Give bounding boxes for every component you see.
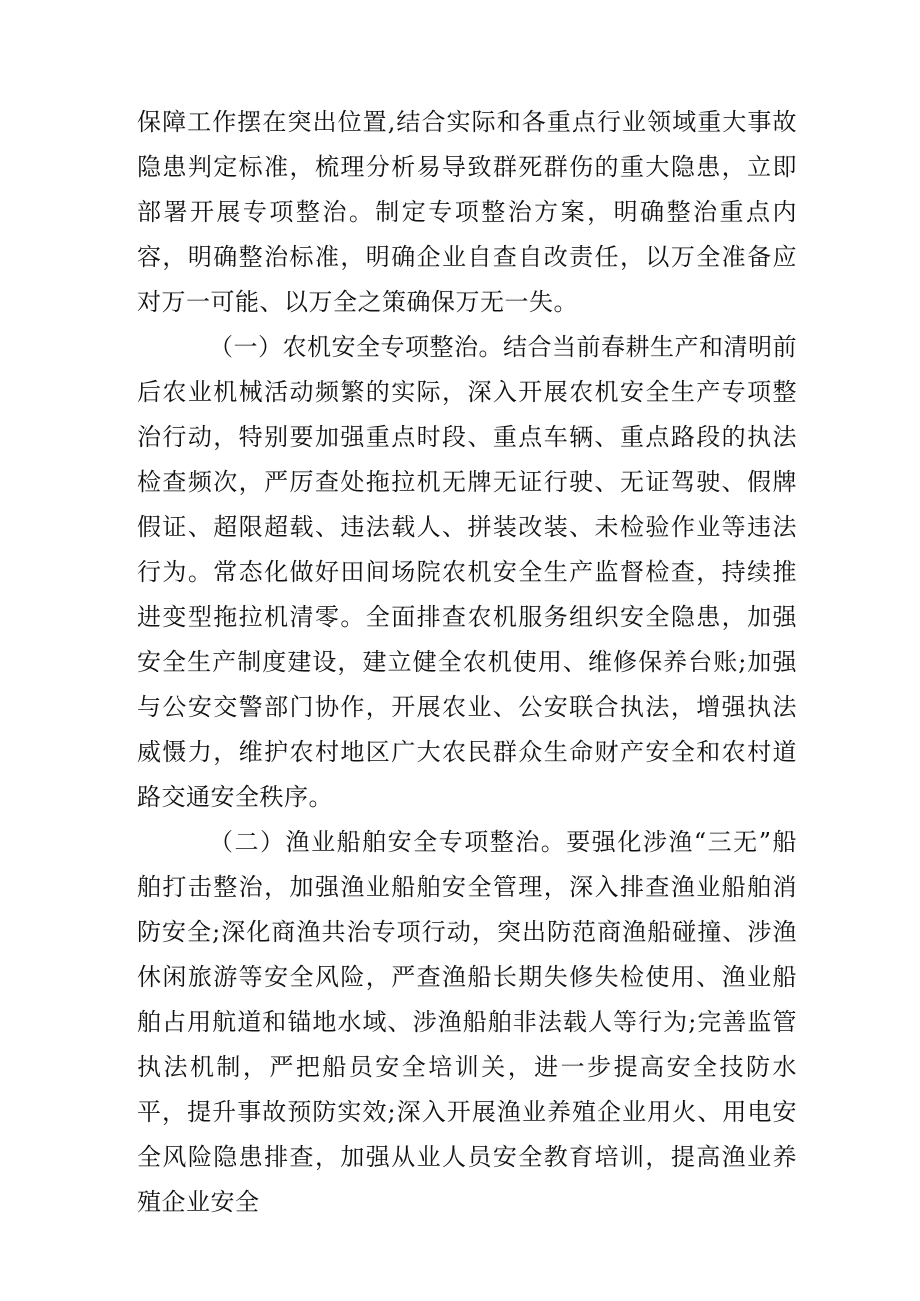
paragraph-fishing-vessel-safety: （二）渔业船舶安全专项整治。要强化涉渔“三无”船舶打击整治，加强渔业船舶安全管理，深入排查渔业船舶消防安全;深化商渔共治专项行动，突出防范商渔船碰撞、涉渔休闲旅游等安全风险，严查渔船长期失修失检使用、渔业船舶占用航道和锚地水域、涉渔船舶非法载人等行为;完善监管执法机制，严把船员安全培训关，进一步提高安全技防水平，提升事故预防实效;深入开展渔业养殖企业用火、用电安全风险隐患排查，加强从业人员安全教育培训，提高渔业养殖企业安全 [137,828,797,1216]
paragraph-intro-continuation: 保障工作摆在突出位置,结合实际和各重点行业领域重大事故隐患判定标准，梳理分析易导致群死群伤的重大隐患，立即部署开展专项整治。制定专项整治方案，明确整治重点内容，明确整治标准，明确企业自查自改责任，以万全准备应对万一可能、以万全之策确保万无一失。 [137,108,797,316]
paragraph-farm-machinery-safety: （一）农机安全专项整治。结合当前春耕生产和清明前后农业机械活动频繁的实际，深入开展农机安全生产专项整治行动，特别要加强重点时段、重点车辆、重点路段的执法检查频次，严厉查处拖拉机无牌无证行驶、无证驾驶、假牌假证、超限超载、违法载人、拼装改装、未检验作业等违法行为。常态化做好田间场院农机安全生产监督检查，持续推进变型拖拉机清零。全面排查农机服务组织安全隐患，加强安全生产制度建设，建立健全农机使用、维修保养台账;加强与公安交警部门协作，开展农业、公安联合执法，增强执法威慑力，维护农村地区广大农民群众生命财产安全和农村道路交通安全秩序。 [137,333,797,811]
document-body [137,100,797,1225]
